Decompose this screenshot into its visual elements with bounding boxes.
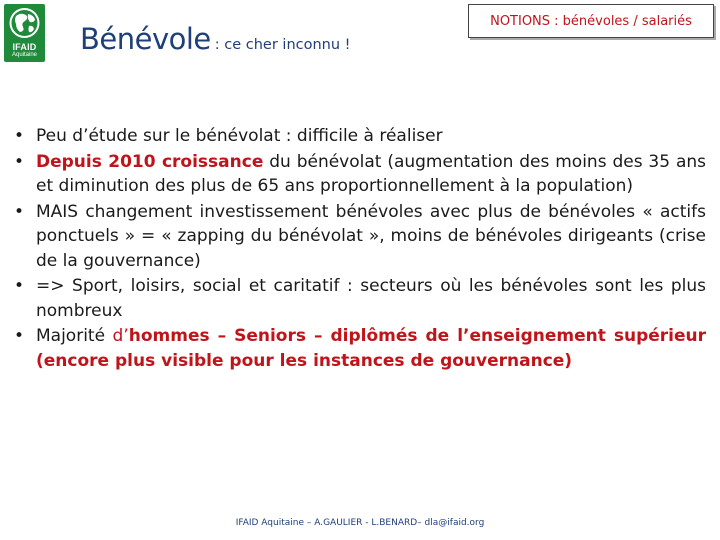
bullet-item [12,124,706,149]
bullet-dot: • [14,151,25,172]
bullet-text: du bénévolat (augmentation des moins des 35 ans et diminution des plus de 65 ans proportionnellement à la population) [36,151,706,196]
title-subtitle: : ce cher inconnu ! [214,37,351,53]
bullet-text: MAIS changement investissement bénévoles avec plus de bénévoles « actifs ponctuels » = « zapping du bénévolat », moins de bénévoles dirigeants (crise de la gouvernance) [36,201,706,271]
logo-subname: Aquitaine [11,52,38,58]
bullet-dot: • [14,276,25,296]
bullet-text: => Sport, loisirs, social et caritatif : secteurs où les bénévoles sont les plus nombreux [36,276,706,321]
bullet-item [12,274,706,323]
bullet-text: Peu d’étude sur le bénévolat : difficile à réaliser [36,126,443,146]
bullet-list [12,124,706,374]
bullet-dot: • [14,326,25,346]
bullet-item [12,324,706,373]
bullet-dot: • [14,201,25,222]
ifaid-logo [4,4,45,62]
bullet-highlight: d’ [112,326,129,346]
bullet-item [12,200,706,274]
title-main: Bénévole [80,22,211,56]
logo-name: IFAID [12,42,37,52]
bullet-dot: • [14,126,25,146]
bullet-item [12,150,706,199]
notions-box [468,4,714,38]
bullet-highlight: hommes – Seniors – diplômés de l’enseignement supérieur (encore plus visible pour les instances de gouvernance) [36,326,706,371]
bullet-highlight: Depuis 2010 croissance [36,151,264,172]
footer [0,518,720,528]
globe-icon [4,4,45,42]
notions-label: NOTIONS : bénévoles / salariés [490,13,692,29]
page-title [80,22,350,56]
bullet-text: Majorité [36,326,113,346]
footer-text: IFAID Aquitaine – A.GAULIER - L.BENARD– dla@ifaid.org [235,518,485,528]
